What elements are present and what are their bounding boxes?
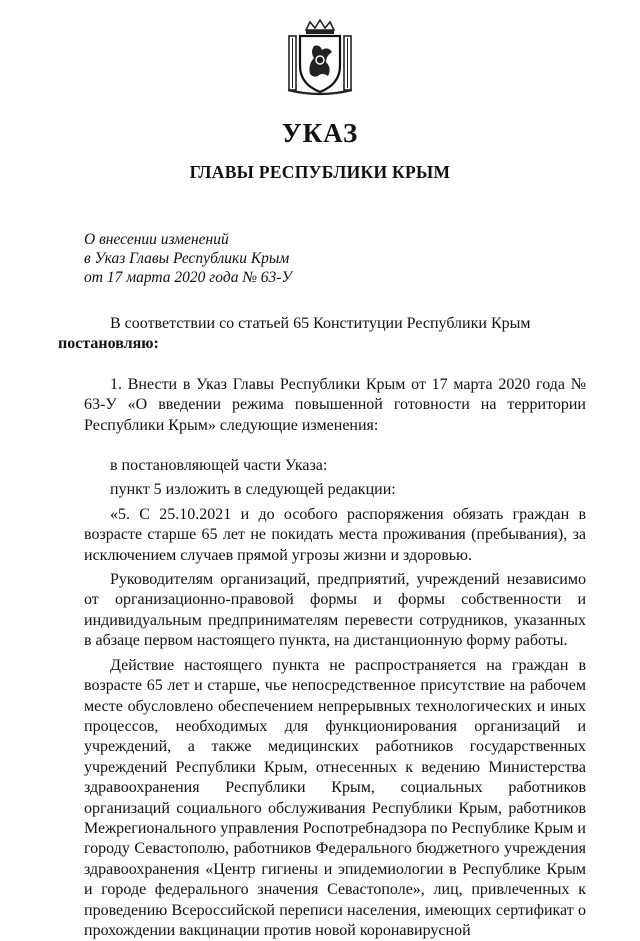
document-subtitle: ГЛАВЫ РЕСПУБЛИКИ КРЫМ [189,162,451,182]
document-title: УКАЗ [281,118,359,148]
managers-paragraph: Руководителям организаций, предприятий, учреждений независимо от организационно-правовой формы и формы собственности и индивидуальным предпринимателям перевести сотрудников, указанных в абзаце первом настоящего пункта, на дистанционную форму работы. [84,571,586,650]
document-body [58,314,586,941]
coat-of-arms-icon [280,18,360,98]
subject-line: от 17 марта 2020 года № 63-У [84,269,292,286]
subject-line: в Указ Главы Республики Крым [84,250,290,267]
point-paragraph: пункт 5 изложить в следующей редакции: [110,481,396,499]
exceptions-paragraph: Действие настоящего пункта не распространяется на граждан в возрасте 65 лет и старше, чье непосредственное присутствие на рабочем месте обусловлено обеспечением непрерывных технологических и иных процессов, необходимых для функционирования организаций и учреждений, а также медицинских работников государственных учреждений Республики Крым, отнесенных к ведению Министерства здравоохранения Республики Крым, социальных работников организаций социального обслуживания Республики Крым, работников Межрегионального управления Роспотребнадзора по Республике Крым и городу Севастополю, работников Федерального бюджетного учреждения здравоохранения «Центр гигиены и эпидемиологии в Республике Крым и городе федерального значения Севастополе», лиц, привлеченных к проведению Всероссийской переписи населения, имеющих сертификат о прохождении вакцинации против новой коронавирусной [84,656,586,939]
decree-word: постановляю: [58,335,159,353]
item-1-paragraph: 1. Внести в Указ Главы Республики Крым от 17 марта 2020 года № 63-У «О введении режима повышенной готовности на территории Республики Крым» следующие изменения: [84,375,586,434]
preamble-text: В соответствии со статьей 65 Конституции Республики Крым [110,315,531,332]
point-5-paragraph: «5. С 25.10.2021 и до особого распоряжения обязать граждан в возрасте старше 65 лет не покидать места проживания (пребывания), за исключением случаев прямой угрозы жизни и здоровью. [84,505,586,564]
document-subject [84,230,292,287]
preamble-paragraph [58,314,586,355]
part-paragraph: в постановляющей части Указа: [110,457,328,475]
subject-line: О внесении изменений [84,231,229,248]
